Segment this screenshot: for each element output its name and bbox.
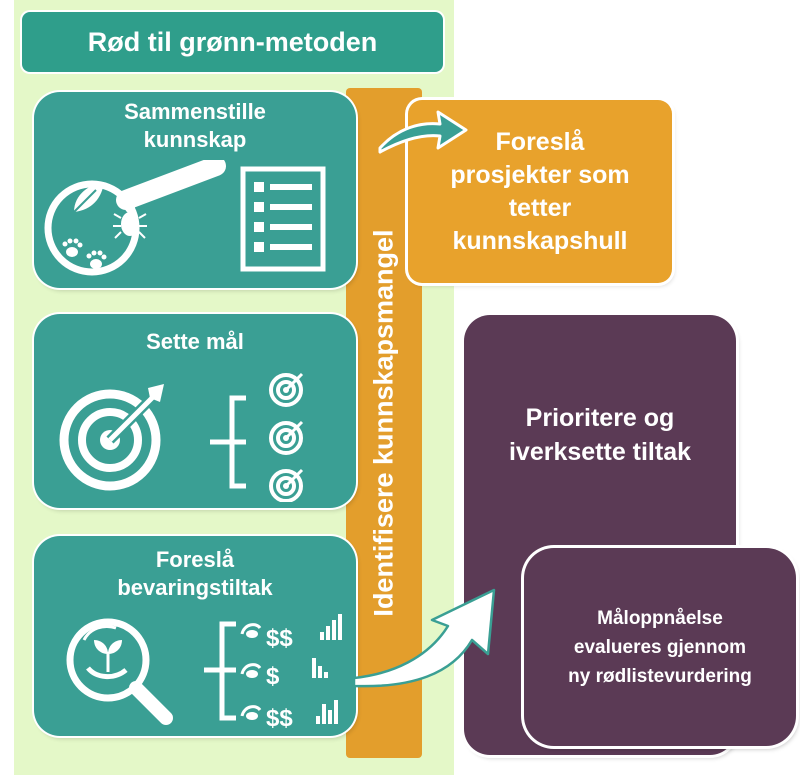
target-icon <box>54 374 174 494</box>
step-compile-knowledge-title: Sammenstille kunnskap <box>124 99 266 152</box>
step-set-goals-title: Sette mål <box>146 329 244 354</box>
arrow-to-priorities-icon <box>352 580 522 690</box>
cost-level-3: $$ <box>266 705 293 732</box>
method-title-text: Rød til grønn-metoden <box>87 26 378 57</box>
propose-projects-text: Foreslå prosjekter som tetter kunnskapshull <box>450 127 630 255</box>
cost-level-2: $ <box>266 663 280 690</box>
arrow-to-projects-icon <box>378 108 470 158</box>
step-propose-measures <box>34 536 356 736</box>
step-propose-measures-title: Foreslå bevaringstiltak <box>117 547 273 600</box>
evaluation-box <box>524 548 796 746</box>
step-compile-knowledge <box>34 92 356 288</box>
sub-goals-icon <box>206 368 336 502</box>
measures-cost-icon <box>202 614 352 732</box>
knowledge-gap-label: Identifisere kunnskapsmangel <box>368 229 399 617</box>
checklist-icon <box>240 166 326 272</box>
prioritize-title: Prioritere og iverksette tiltak <box>508 404 692 466</box>
step-set-goals <box>34 314 356 508</box>
cost-level-1: $$ <box>266 625 293 652</box>
method-title <box>22 12 443 72</box>
evaluation-text: Måloppnåelse evalueres gjennom ny rødlistevurdering <box>568 607 752 687</box>
magnifier-plant-icon <box>60 612 180 732</box>
magnifier-nature-icon <box>40 160 240 284</box>
